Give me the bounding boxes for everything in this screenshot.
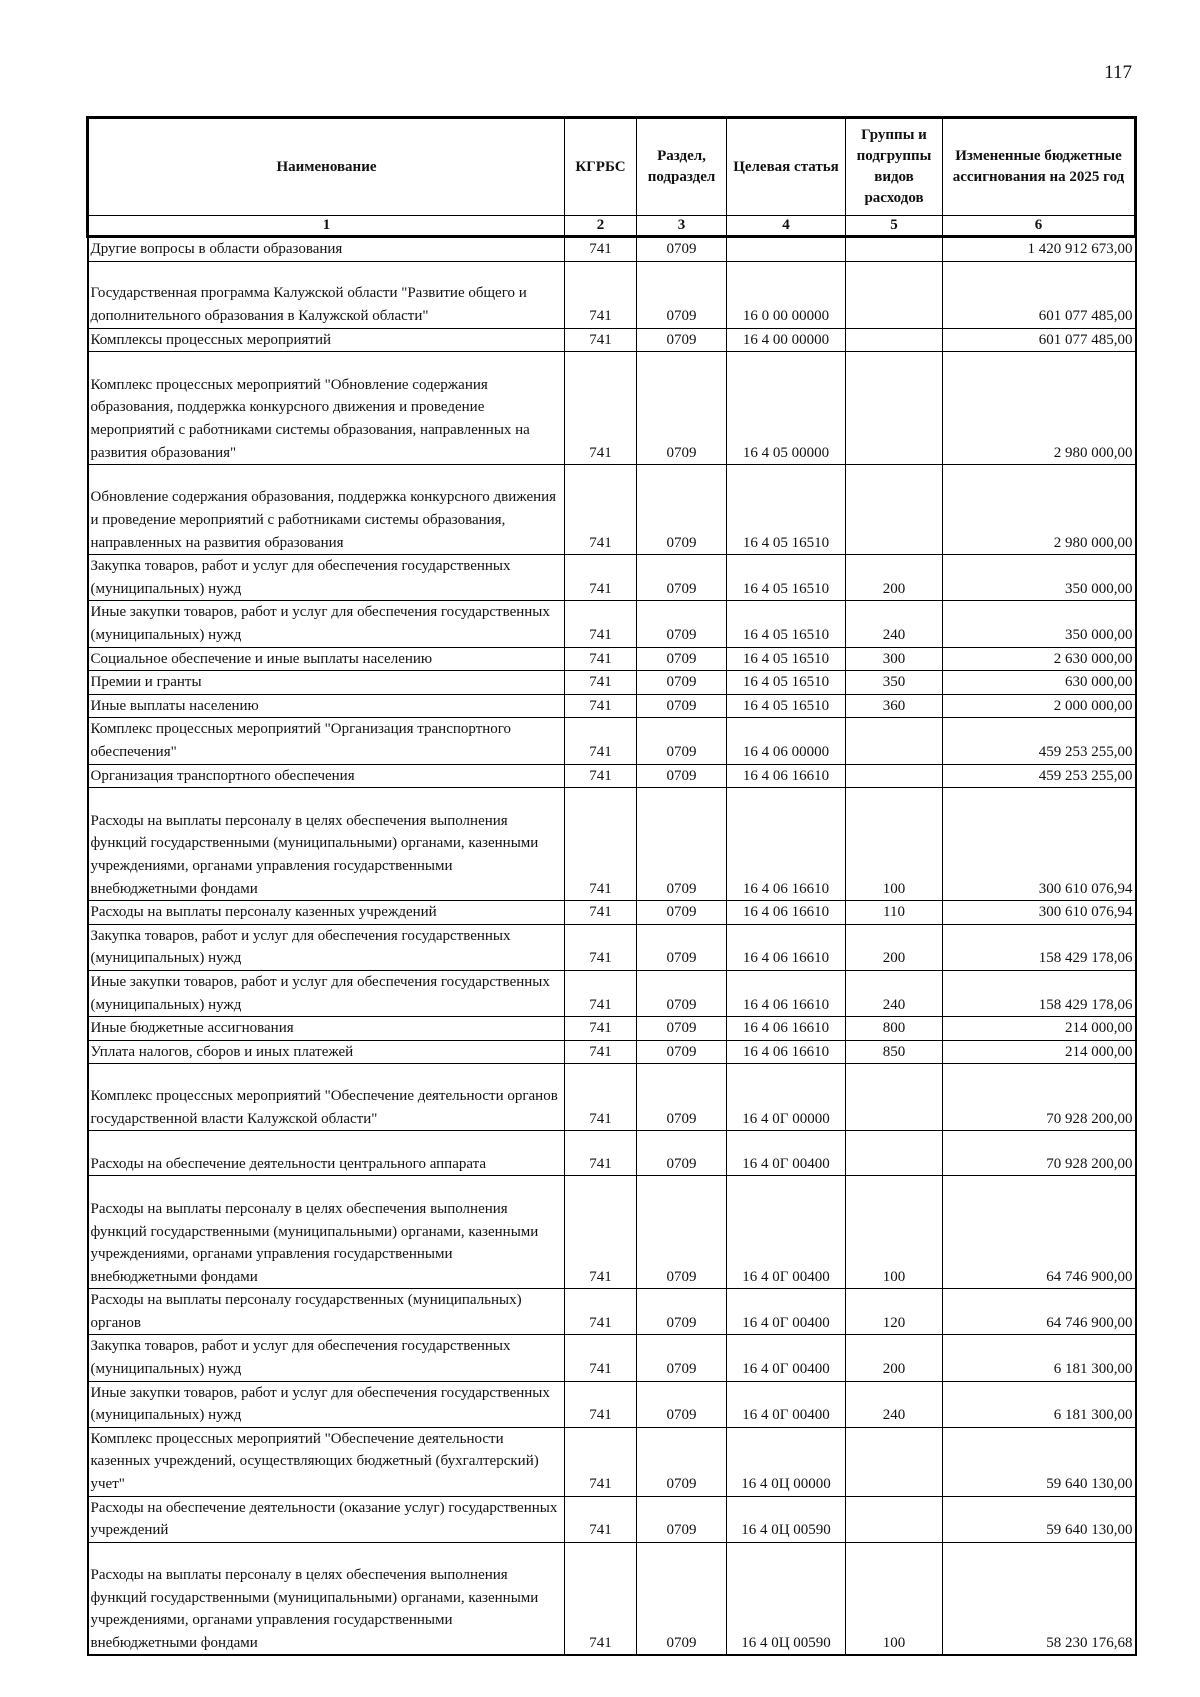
column-number: 1 [88,216,565,237]
table-row [88,352,1136,465]
cell-kgrbs: 741 [565,1335,637,1381]
cell-kgrbs: 741 [565,1427,637,1496]
header-row [88,118,1136,216]
cell-group [846,261,943,328]
cell-target: 16 4 0Г 00400 [727,1289,846,1335]
cell-kgrbs: 741 [565,328,637,352]
cell-section: 0709 [637,694,727,718]
cell-group: 200 [846,1335,943,1381]
cell-name: Иные закупки товаров, работ и услуг для обеспечения государственных (муниципальных) нужд [88,601,565,647]
column-number: 5 [846,216,943,237]
cell-name: Иные закупки товаров, работ и услуг для обеспечения государственных (муниципальных) нужд [88,1381,565,1427]
cell-section: 0709 [637,465,727,555]
cell-group: 800 [846,1017,943,1041]
table-row [88,1427,1136,1496]
cell-section: 0709 [637,970,727,1016]
cell-section: 0709 [637,1335,727,1381]
cell-section: 0709 [637,1040,727,1064]
cell-target: 16 4 05 16510 [727,601,846,647]
cell-kgrbs: 741 [565,970,637,1016]
cell-target: 16 4 05 00000 [727,352,846,465]
column-number: 2 [565,216,637,237]
cell-name: Расходы на выплаты персоналу государственных (муниципальных) органов [88,1289,565,1335]
table-row [88,237,1136,262]
cell-section: 0709 [637,764,727,788]
table-row [88,1335,1136,1381]
cell-name: Иные бюджетные ассигнования [88,1017,565,1041]
column-number: 3 [637,216,727,237]
cell-group [846,718,943,764]
cell-kgrbs: 741 [565,1131,637,1176]
cell-amount: 630 000,00 [943,671,1136,695]
cell-section: 0709 [637,352,727,465]
table-row [88,694,1136,718]
table-row [88,601,1136,647]
table-row [88,788,1136,901]
cell-group: 240 [846,601,943,647]
cell-section: 0709 [637,1381,727,1427]
cell-target: 16 4 06 16610 [727,924,846,970]
cell-group: 100 [846,1176,943,1289]
cell-amount: 70 928 200,00 [943,1064,1136,1131]
cell-target: 16 4 0Г 00000 [727,1064,846,1131]
cell-amount: 300 610 076,94 [943,788,1136,901]
cell-target: 16 4 06 16610 [727,764,846,788]
cell-amount: 2 980 000,00 [943,465,1136,555]
cell-kgrbs: 741 [565,718,637,764]
cell-name: Закупка товаров, работ и услуг для обеспечения государственных (муниципальных) нужд [88,1335,565,1381]
table-row [88,465,1136,555]
cell-kgrbs: 741 [565,924,637,970]
cell-group: 100 [846,788,943,901]
cell-kgrbs: 741 [565,555,637,601]
cell-target: 16 4 05 16510 [727,694,846,718]
cell-kgrbs: 741 [565,1064,637,1131]
cell-amount: 70 928 200,00 [943,1131,1136,1176]
cell-group [846,237,943,262]
table-row [88,764,1136,788]
cell-amount: 2 980 000,00 [943,352,1136,465]
cell-group: 120 [846,1289,943,1335]
cell-amount: 1 420 912 673,00 [943,237,1136,262]
cell-kgrbs: 741 [565,1176,637,1289]
cell-target: 16 4 05 16510 [727,555,846,601]
cell-kgrbs: 741 [565,788,637,901]
cell-name: Организация транспортного обеспечения [88,764,565,788]
cell-name: Иные закупки товаров, работ и услуг для обеспечения государственных (муниципальных) нужд [88,970,565,1016]
cell-name: Другие вопросы в области образования [88,237,565,262]
table-row [88,1289,1136,1335]
cell-target: 16 4 0Ц 00590 [727,1496,846,1542]
cell-amount: 350 000,00 [943,555,1136,601]
table-row [88,1176,1136,1289]
cell-section: 0709 [637,788,727,901]
cell-amount: 64 746 900,00 [943,1289,1136,1335]
header-amount: Измененные бюджетные ассигнования на 2025 год [943,118,1136,216]
cell-group: 360 [846,694,943,718]
header-name: Наименование [88,118,565,216]
cell-name: Расходы на выплаты персоналу в целях обеспечения выполнения функций государственными (муниципальными) органами, казенными учреждениями, органами управления государственными внебюджетными фондами [88,788,565,901]
cell-name: Расходы на выплаты персоналу казенных учреждений [88,901,565,925]
table-row [88,1131,1136,1176]
cell-kgrbs: 741 [565,1542,637,1655]
cell-amount: 59 640 130,00 [943,1427,1136,1496]
cell-kgrbs: 741 [565,694,637,718]
cell-amount: 2 000 000,00 [943,694,1136,718]
cell-kgrbs: 741 [565,261,637,328]
header-group: Группы и подгруппы видов расходов [846,118,943,216]
table-row [88,901,1136,925]
cell-kgrbs: 741 [565,1381,637,1427]
cell-amount: 6 181 300,00 [943,1335,1136,1381]
column-number: 4 [727,216,846,237]
cell-name: Комплекс процессных мероприятий "Организация транспортного обеспечения" [88,718,565,764]
cell-target: 16 4 06 16610 [727,1040,846,1064]
table-row [88,1496,1136,1542]
cell-group [846,1131,943,1176]
cell-amount: 459 253 255,00 [943,718,1136,764]
cell-group: 240 [846,970,943,1016]
cell-amount: 350 000,00 [943,601,1136,647]
cell-section: 0709 [637,1017,727,1041]
cell-amount: 300 610 076,94 [943,901,1136,925]
header-section: Раздел, подраздел [637,118,727,216]
cell-amount: 158 429 178,06 [943,924,1136,970]
cell-kgrbs: 741 [565,1496,637,1542]
cell-section: 0709 [637,647,727,671]
cell-target: 16 4 0Ц 00000 [727,1427,846,1496]
page-number: 117 [1104,62,1132,83]
cell-target: 16 4 06 00000 [727,718,846,764]
cell-amount: 459 253 255,00 [943,764,1136,788]
cell-group [846,328,943,352]
table-row [88,718,1136,764]
cell-group [846,1496,943,1542]
cell-group: 110 [846,901,943,925]
cell-section: 0709 [637,261,727,328]
budget-table [86,116,1137,1656]
cell-group [846,764,943,788]
cell-group [846,1427,943,1496]
cell-target: 16 4 0Г 00400 [727,1176,846,1289]
table-row [88,924,1136,970]
cell-name: Комплекс процессных мероприятий "Обеспечение деятельности органов государственной власти Калужской области" [88,1064,565,1131]
cell-section: 0709 [637,328,727,352]
cell-amount: 214 000,00 [943,1017,1136,1041]
cell-section: 0709 [637,1427,727,1496]
cell-section: 0709 [637,237,727,262]
cell-amount: 601 077 485,00 [943,261,1136,328]
cell-target: 16 4 06 16610 [727,901,846,925]
cell-name: Государственная программа Калужской области "Развитие общего и дополнительного образования в Калужской области" [88,261,565,328]
cell-group: 350 [846,671,943,695]
cell-group [846,465,943,555]
cell-group [846,1064,943,1131]
cell-name: Социальное обеспечение и иные выплаты населению [88,647,565,671]
cell-target: 16 4 0Г 00400 [727,1381,846,1427]
cell-amount: 2 630 000,00 [943,647,1136,671]
cell-kgrbs: 741 [565,1017,637,1041]
cell-name: Закупка товаров, работ и услуг для обеспечения государственных (муниципальных) нужд [88,924,565,970]
header-kgrbs: КГРБС [565,118,637,216]
cell-group [846,352,943,465]
table-row [88,261,1136,328]
cell-target: 16 4 06 16610 [727,788,846,901]
cell-name: Расходы на выплаты персоналу в целях обеспечения выполнения функций государственными (муниципальными) органами, казенными учреждениями, органами управления государственными внебюджетными фондами [88,1542,565,1655]
cell-group: 850 [846,1040,943,1064]
cell-amount: 59 640 130,00 [943,1496,1136,1542]
cell-section: 0709 [637,718,727,764]
cell-target: 16 4 05 16510 [727,671,846,695]
table-row [88,1064,1136,1131]
cell-section: 0709 [637,601,727,647]
cell-target: 16 4 06 16610 [727,1017,846,1041]
cell-target: 16 4 0Г 00400 [727,1131,846,1176]
cell-section: 0709 [637,1496,727,1542]
table-row [88,555,1136,601]
cell-target: 16 0 00 00000 [727,261,846,328]
cell-section: 0709 [637,1176,727,1289]
cell-target [727,237,846,262]
cell-group: 100 [846,1542,943,1655]
cell-name: Премии и гранты [88,671,565,695]
cell-section: 0709 [637,555,727,601]
table-row [88,1017,1136,1041]
cell-amount: 601 077 485,00 [943,328,1136,352]
cell-target: 16 4 06 16610 [727,970,846,1016]
cell-amount: 64 746 900,00 [943,1176,1136,1289]
header-target: Целевая статья [727,118,846,216]
cell-kgrbs: 741 [565,352,637,465]
cell-kgrbs: 741 [565,465,637,555]
cell-group: 200 [846,555,943,601]
table-row [88,328,1136,352]
cell-amount: 6 181 300,00 [943,1381,1136,1427]
cell-target: 16 4 0Ц 00590 [727,1542,846,1655]
cell-section: 0709 [637,901,727,925]
cell-target: 16 4 0Г 00400 [727,1335,846,1381]
table-row [88,1040,1136,1064]
cell-name: Расходы на обеспечение деятельности центрального аппарата [88,1131,565,1176]
cell-name: Комплекс процессных мероприятий "Обеспечение деятельности казенных учреждений, осуществляющих бюджетный (бухгалтерский) учет" [88,1427,565,1496]
cell-section: 0709 [637,924,727,970]
cell-name: Обновление содержания образования, поддержка конкурсного движения и проведение мероприятий с работниками системы образования, направленных на развития образования [88,465,565,555]
cell-name: Расходы на выплаты персоналу в целях обеспечения выполнения функций государственными (муниципальными) органами, казенными учреждениями, органами управления государственными внебюджетными фондами [88,1176,565,1289]
table-row [88,970,1136,1016]
cell-target: 16 4 05 16510 [727,647,846,671]
cell-kgrbs: 741 [565,1289,637,1335]
cell-kgrbs: 741 [565,901,637,925]
cell-name: Комплекс процессных мероприятий "Обновление содержания образования, поддержка конкурсного движения и проведение мероприятий с работниками системы образования, направленных на развития образования" [88,352,565,465]
cell-section: 0709 [637,1131,727,1176]
cell-kgrbs: 741 [565,671,637,695]
cell-amount: 214 000,00 [943,1040,1136,1064]
cell-section: 0709 [637,1289,727,1335]
cell-target: 16 4 00 00000 [727,328,846,352]
cell-section: 0709 [637,671,727,695]
cell-section: 0709 [637,1064,727,1131]
cell-group: 240 [846,1381,943,1427]
cell-group: 200 [846,924,943,970]
cell-target: 16 4 05 16510 [727,465,846,555]
cell-group: 300 [846,647,943,671]
cell-section: 0709 [637,1542,727,1655]
cell-name: Комплексы процессных мероприятий [88,328,565,352]
column-numbers-row [88,216,1136,237]
table-row [88,1381,1136,1427]
cell-name: Уплата налогов, сборов и иных платежей [88,1040,565,1064]
cell-name: Закупка товаров, работ и услуг для обеспечения государственных (муниципальных) нужд [88,555,565,601]
column-number: 6 [943,216,1136,237]
cell-kgrbs: 741 [565,601,637,647]
cell-kgrbs: 741 [565,237,637,262]
cell-kgrbs: 741 [565,1040,637,1064]
cell-amount: 158 429 178,06 [943,970,1136,1016]
cell-kgrbs: 741 [565,764,637,788]
cell-amount: 58 230 176,68 [943,1542,1136,1655]
table-row [88,671,1136,695]
table-row [88,647,1136,671]
cell-name: Расходы на обеспечение деятельности (оказание услуг) государственных учреждений [88,1496,565,1542]
cell-kgrbs: 741 [565,647,637,671]
cell-name: Иные выплаты населению [88,694,565,718]
table-row [88,1542,1136,1655]
